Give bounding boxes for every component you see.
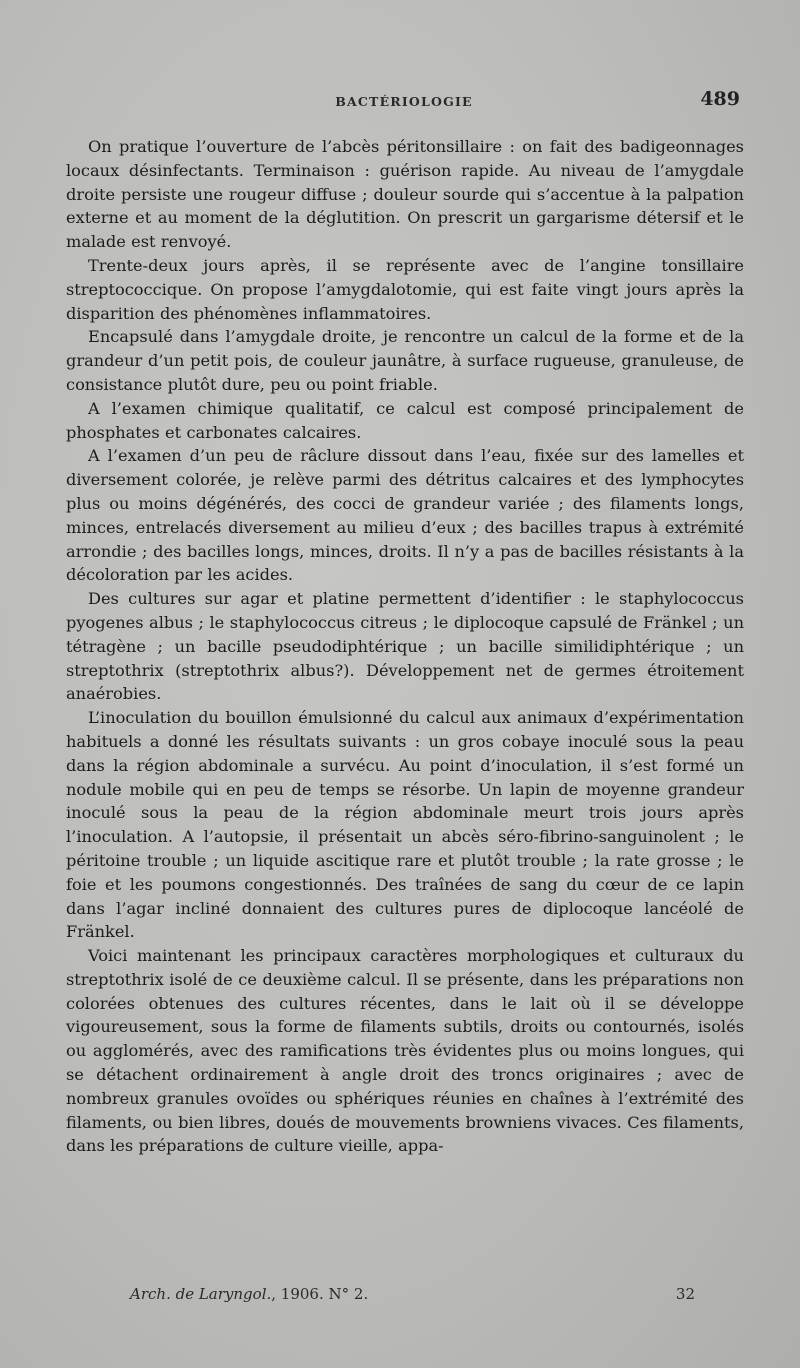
- running-title: BACTÉRIOLOGIE: [335, 94, 473, 109]
- signature-mark: 32: [675, 1285, 695, 1303]
- paragraph-cultures: Des cultures sur agar et platine permettent d’identifier : le staphylococcus pyogenes albus ; le staphylococcus citreus ; le diplocoque capsulé de Fränkel ; un tétragène ; un bacille pseudodiphtérique ; un bacille similidiphtérique ; un streptothrix (streptothrix albus?). Développement net de germes étroitement anaérobies.: [66, 589, 744, 704]
- paragraph-streptothrix-characters: Voici maintenant les principaux caractères morphologiques et culturaux du streptothrix isolé de ce deuxième calcul. Il se présente, dans les préparations non colorées obtenues des cultures récentes, dans le lait où il se développe vigoureusement, sous la forme de filaments subtils, droits ou contournés, isolés ou agglomérés, avec des ramifications très évidentes plus ou moins longues, qui se détachent ordinairement à angle droit des troncs originaires ; avec de nombreux granules ovoïdes ou sphériques réunies en chaînes à l’extrémité des filaments, ou bien libres, doués de mouvements browniens vivaces. Ces filaments, dans les préparations de culture vieille, appa-: [66, 946, 744, 1156]
- running-head: [68, 88, 740, 118]
- journal-details: , 1906. N° 2.: [271, 1285, 369, 1303]
- paragraph-chemical-exam: A l’examen chimique qualitatif, ce calcul est composé principalement de phosphates et carbonates calcaires.: [66, 398, 744, 442]
- journal-name: Arch. de Laryngol.: [130, 1285, 272, 1303]
- paragraph-microscopic-exam: A l’examen d’un peu de râclure dissout dans l’eau, fixée sur des lamelles et diversement colorée, je relève parmi des détritus calcaires et des lymphocytes plus ou moins dégénérés, des cocci de grandeur variée ; des filaments longs, minces, entrelacés diversement au milieu d’eux ; des bacilles trapus à extrémité arrondie ; des bacilles longs, minces, droits. Il n’y a pas de bacilles résistants à la décoloration par les acides.: [66, 446, 744, 585]
- paragraph-inoculation: L’inoculation du bouillon émulsionné du calcul aux animaux d’expérimentation habituels a donné les résultats suivants : un gros cobaye inoculé sous la peau dans la région abdominale a survécu. Au point d’inoculation, il s’est formé un nodule mobile qui en peu de temps se résorbe. Un lapin de moyenne grandeur inoculé sous la peau de la région abdominale meurt trois jours après l’inoculation. A l’autopsie, il présentait un abcès séro-fibrino-sanguinolent ; le péritoine trouble ; un liquide ascitique rare et plutôt trouble ; la rate grosse ; le foie et les poumons congestionnés. Des traînées de sang du cœur de ce lapin dans l’agar incliné donnaient des cultures pures de diplocoque lancéolé de Fränkel.: [66, 708, 744, 942]
- paragraph-return-visit: Trente-deux jours après, il se représente avec de l’angine tonsillaire streptococcique. On propose l’amygdalotomie, qui est faite vingt jours après la disparition des phénomènes inflammatoires.: [66, 255, 744, 323]
- footer-journal-citation: [130, 1285, 368, 1303]
- paragraph-calculus-description: Encapsulé dans l’amygdale droite, je rencontre un calcul de la forme et de la grandeur d’un petit pois, de couleur jaunâtre, à surface rugueuse, granuleuse, de consistance plutôt dure, peu ou point friable.: [66, 327, 744, 394]
- paragraph-abscess-treatment: On pratique l’ouverture de l’abcès péritonsillaire : on fait des badigeonnages locaux désinfectants. Terminaison : guérison rapide. Au niveau de l’amygdale droite persiste une rougeur diffuse ; douleur sourde qui s’accentue à la palpation externe et au moment de la déglutition. On prescrit un gargarisme détersif et le malade est renvoyé.: [66, 137, 744, 252]
- page-number: 489: [700, 88, 740, 110]
- page-footer: [130, 1285, 695, 1309]
- body-text: [66, 135, 744, 1158]
